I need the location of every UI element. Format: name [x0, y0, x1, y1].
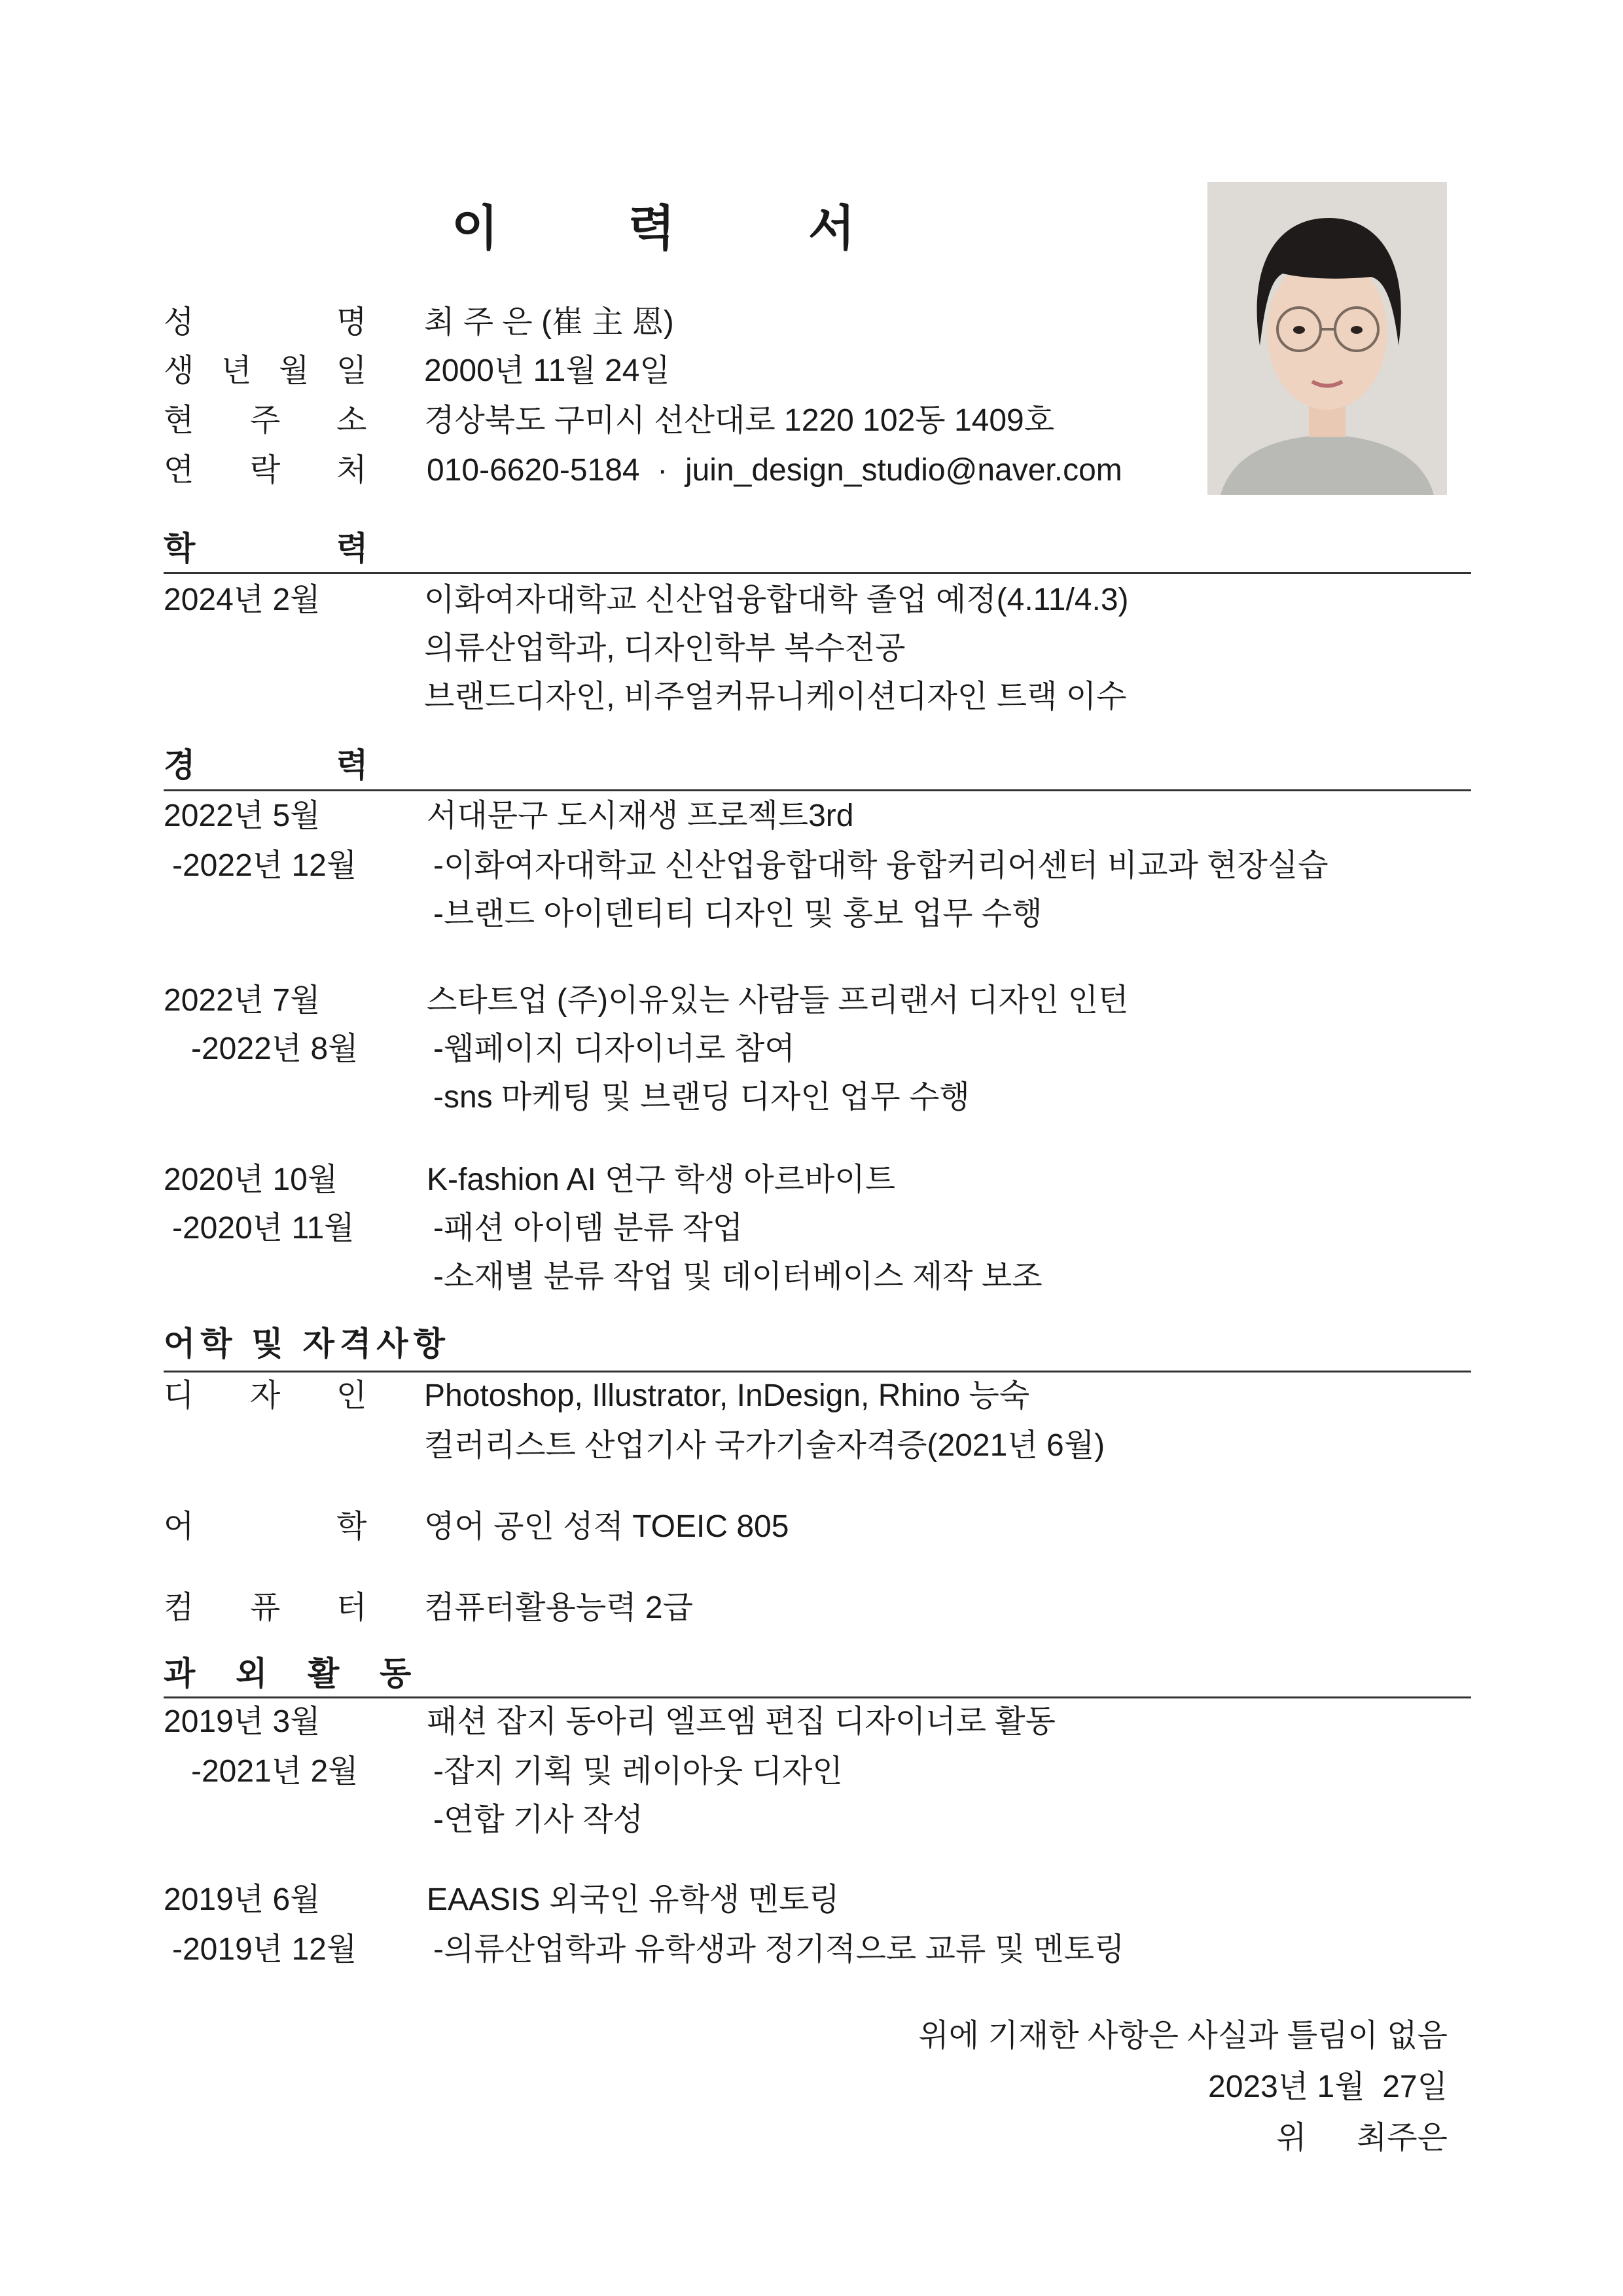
declaration-date: 2023년 1월 27일	[1208, 2070, 1448, 2104]
birthdate-value: 2000년 11월 24일	[424, 353, 670, 388]
title-char: 서	[808, 201, 855, 255]
name-value: 최 주 은 (崔 主 恩)	[424, 305, 674, 340]
entry-date: 2024년 2월	[164, 583, 321, 617]
entry-date-end: -2022년 12월	[172, 848, 357, 883]
entry-date: 2020년 10월	[164, 1162, 338, 1197]
page-title	[452, 190, 857, 255]
entry-date: 2022년 7월	[164, 983, 321, 1018]
section-heading-career: 경 력	[164, 747, 368, 783]
entry-date: 2019년 3월	[164, 1704, 321, 1739]
label-address: 현 주 소	[164, 403, 367, 438]
entry-line: -sns 마케팅 및 브랜딩 디자인 업무 수행	[433, 1080, 970, 1115]
label-name: 성 명	[164, 305, 367, 340]
profile-photo	[1207, 182, 1447, 495]
contact-value: 010-6620-5184 · juin_design_studio@naver.com	[427, 453, 1122, 488]
entry-date-end: -2022년 8월	[191, 1031, 359, 1066]
entry-line: K-fashion AI 연구 학생 아르바이트	[427, 1162, 896, 1197]
entry-line: 컴퓨터활용능력 2급	[424, 1590, 693, 1625]
label-design: 디 자 인	[164, 1378, 367, 1413]
entry-line: 서대문구 도시재생 프로젝트3rd	[427, 798, 854, 833]
label-language: 어 학	[164, 1509, 367, 1544]
entry-line: -소재별 분류 작업 및 데이터베이스 제작 보조	[433, 1259, 1043, 1294]
section-heading-education: 학 력	[164, 530, 368, 567]
label-computer: 컴 퓨 터	[164, 1590, 367, 1625]
entry-line: 의류산업학과, 디자인학부 복수전공	[424, 631, 906, 666]
section-divider	[164, 572, 1471, 574]
declaration-statement: 위에 기재한 사항은 사실과 틀림이 없음	[918, 2018, 1448, 2053]
entry-date: 2022년 5월	[164, 798, 321, 833]
label-birthdate: 생 년 월 일	[164, 353, 367, 388]
label-contact: 연 락 처	[164, 453, 367, 488]
section-divider	[164, 1371, 1471, 1372]
entry-line: -연합 기사 작성	[433, 1803, 643, 1837]
entry-line: -웹페이지 디자이너로 참여	[433, 1031, 795, 1066]
section-heading-skills: 어학 및 자격사항	[164, 1325, 450, 1362]
section-divider	[164, 789, 1471, 791]
entry-line: -패션 아이템 분류 작업	[433, 1211, 743, 1246]
section-heading-activities: 과 외 활 동	[164, 1655, 412, 1692]
entry-date-end: -2019년 12월	[172, 1932, 357, 1967]
entry-line: Photoshop, Illustrator, InDesign, Rhino 능숙	[424, 1378, 1030, 1413]
entry-line: 이화여자대학교 신산업융합대학 졸업 예정(4.11/4.3)	[424, 583, 1129, 617]
entry-line: -의류산업학과 유학생과 정기적으로 교류 및 멘토링	[433, 1932, 1125, 1967]
entry-date-end: -2020년 11월	[172, 1211, 355, 1246]
entry-line: 컬러리스트 산업기사 국가기술자격증(2021년 6월)	[424, 1428, 1105, 1463]
entry-line: EAASIS 외국인 유학생 멘토링	[427, 1882, 840, 1917]
address-value: 경상북도 구미시 선산대로 1220 102동 1409호	[424, 403, 1055, 438]
entry-line: -브랜드 아이덴티티 디자인 및 홍보 업무 수행	[433, 897, 1043, 931]
section-divider	[164, 1696, 1471, 1698]
entry-line: 스타트업 (주)이유있는 사람들 프리랜서 디자인 인턴	[427, 983, 1129, 1018]
entry-date-end: -2021년 2월	[191, 1754, 359, 1789]
entry-date: 2019년 6월	[164, 1882, 321, 1917]
entry-line: 브랜드디자인, 비주얼커뮤니케이션디자인 트랙 이수	[424, 679, 1127, 714]
title-char: 력	[628, 201, 675, 255]
entry-line: -잡지 기획 및 레이아웃 디자인	[433, 1754, 843, 1789]
title-char: 이	[452, 201, 499, 255]
signer-name: 최주은	[1356, 2121, 1448, 2155]
entry-line: -이화여자대학교 신산업융합대학 융합커리어센터 비교과 현장실습	[433, 848, 1329, 883]
entry-line: 패션 잡지 동아리 엘프엠 편집 디자이너로 활동	[427, 1704, 1056, 1739]
entry-line: 영어 공인 성적 TOEIC 805	[424, 1509, 789, 1544]
signer-prefix: 위	[1276, 2121, 1307, 2155]
